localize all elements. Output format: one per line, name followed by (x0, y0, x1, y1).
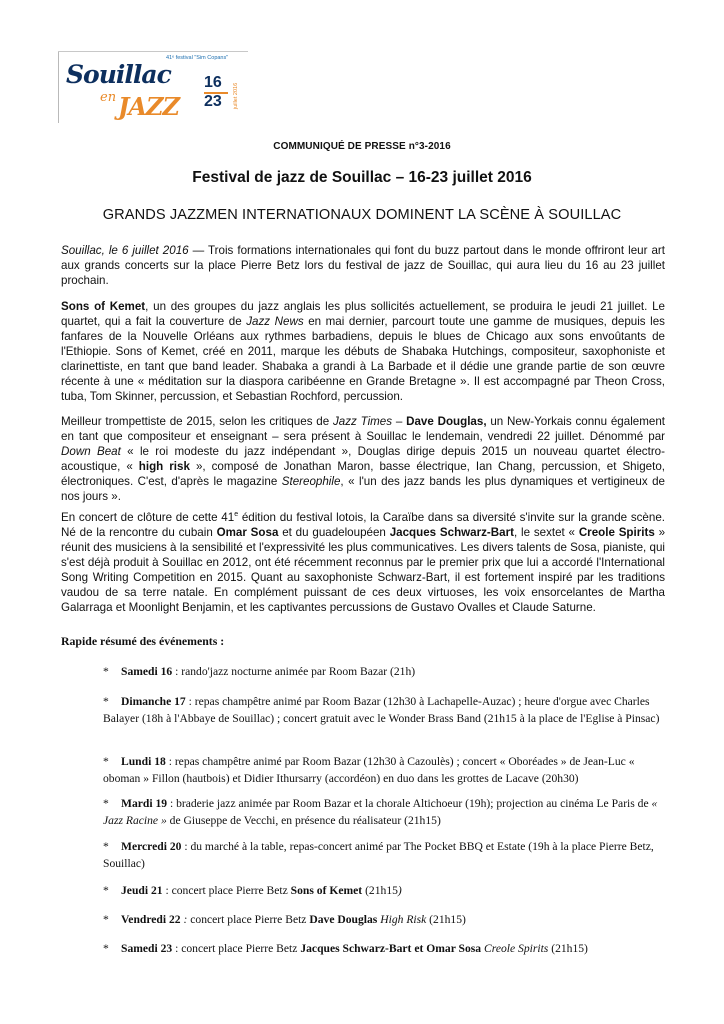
logo-top-rule (58, 51, 248, 52)
paragraph-text: , un des groupes du jazz anglais les plus sollicités actuellement, se produira le jeudi 21 juillet. Le quartet, qui a fait la couverture de (61, 300, 665, 328)
ordinal-suffix: e (234, 511, 239, 519)
artist-name: Jacques Schwarz-Bart (389, 526, 514, 539)
event-artist: Sons of Kemet (290, 884, 363, 897)
event-text: : concert place Pierre Betz (172, 942, 301, 955)
paragraph-text: , le sextet « (513, 526, 579, 539)
event-day: Vendredi 22 (121, 913, 181, 926)
event-day: Dimanche 17 (121, 695, 186, 708)
dave-douglas-paragraph (61, 414, 665, 504)
event-text: (21h15) (548, 942, 588, 955)
event-item (103, 838, 665, 872)
sons-of-kemet-paragraph (61, 299, 665, 404)
logo-word-mid: en (100, 90, 117, 105)
logo-wordmark (60, 57, 200, 121)
paragraph-text: – (392, 415, 407, 428)
bullet: * (103, 913, 109, 926)
paragraph-text: un New-Yorkais connu également en tant que compositeur et enseignant – sera présent à Souillac le lendemain, vendredi 22 juillet. Dénommé par (61, 415, 665, 443)
communique-number: COMMUNIQUÉ DE PRESSE n°3-2016 (273, 141, 451, 152)
event-text: : du marché à la table, repas-concert animé par The Pocket BBQ et Estate (19h à la place Pierre Betz, Souillac) (103, 840, 654, 870)
page-title: Festival de jazz de Souillac – 16-23 juillet 2016 (192, 169, 532, 186)
paragraph-text: édition du festival lotois, la Caraïbe dans sa diversité s'invite sur la grande scène. Né de la rencontre du cubain (61, 511, 665, 539)
bullet: * (103, 755, 109, 768)
event-day: Lundi 18 (121, 755, 166, 768)
event-item (103, 940, 665, 957)
paragraph-text: , « l'un des jazz bands les plus dynamiques et vertigineux de nos jours ». (61, 475, 665, 503)
paragraph-text: et du guadeloupéen (278, 526, 390, 539)
logo-festival-line: 41ᵉ festival "Sim Copans" (166, 55, 229, 61)
event-text: : repas champêtre animé par Room Bazar (12h30 à Lachapelle-Auzac) ; heure d'orgue avec Charles Balayer (18h à l'Abbaye de Souillac) ; concert gratuit avec le Wonder Brass Band (21h15 à la place de l'Eglise à Pinsac) (103, 695, 660, 725)
festival-logo (58, 51, 248, 123)
dateline: Souillac, le 6 juillet 2016 (61, 244, 189, 257)
project-name: Creole Spirits (578, 526, 655, 539)
paragraph-text: Meilleur trompettiste de 2015, selon les critiques de (61, 415, 333, 428)
magazine-name: Down Beat (61, 445, 121, 458)
artist-name: Dave Douglas, (406, 415, 487, 428)
logo-month-year (232, 77, 240, 115)
event-text: : braderie jazz animée par Room Bazar et la chorale Altichoeur (19h); projection au cinéma Le Paris de (167, 797, 652, 810)
page-subtitle: GRANDS JAZZMEN INTERNATIONAUX DOMINENT LA SCÈNE À SOUILLAC (102, 207, 622, 223)
logo-date-start: 16 (204, 74, 222, 91)
event-text: : repas champêtre animé par Room Bazar (12h30 à Cazoulès) ; concert « Oboréades » de Jean-Luc « oboman » Fillon (hautbois) et Didier Ithursarry (accordéon) en duo dans les grottes de Lacave (20h30) (103, 755, 635, 785)
intro-text: — Trois formations internationales qui font du buzz partout dans le monde offriront leur art aux grands concerts sur la place Pierre Betz lors du festival de jazz de Souillac, qui aura lieu du 16 au 23 juillet prochain. (61, 244, 666, 287)
event-artist: Jacques Schwarz-Bart et Omar Sosa (300, 942, 482, 955)
logo-left-rule (58, 51, 59, 123)
paragraph-text: en mai dernier, parcourt toute une gamme de musiques, depuis les fanfares de la Nouvelle Orléans aux rythmes barbadiens, depuis le blues de Chicago aux sons envoûtants de l'Ethiopie. Sons of Kemet, créé en 2011, marque les débuts de Shabaka Hutchings, compositeur, saxophoniste et clarinettiste, en tant que band leader. Shabaka a grandi à La Barbade et il dédie une grande partie de son œuvre récente à une « méditation sur la diaspora caribéenne en Grande Bretagne ». Il est accompagné par Theon Cross, tuba, Tom Skinner, percussion, et Sebastian Rochford, percussion. (61, 315, 665, 403)
intro-paragraph (61, 243, 665, 288)
event-day: Jeudi 21 (121, 884, 163, 897)
magazine-name: Stereophile (281, 475, 341, 488)
event-text: : concert place Pierre Betz (162, 884, 291, 897)
bullet: * (103, 695, 109, 708)
bullet: * (103, 797, 109, 810)
event-item (103, 753, 665, 787)
event-day: Samedi 23 (121, 942, 173, 955)
event-project: Creole Spirits (484, 942, 549, 955)
bullet: * (103, 942, 109, 955)
event-item (103, 882, 665, 899)
film-title: « Jazz Racine » (103, 797, 658, 827)
event-item (103, 795, 665, 829)
magazine-name: Jazz News (246, 315, 304, 328)
event-text: de Giuseppe de Vecchi, en présence du réalisateur (21h15) (166, 814, 441, 827)
event-item (103, 663, 665, 680)
paragraph-text: » réunit des musiciens à la sensibilité et l'expressivité les plus communicatives. Les divers talents de Sosa, pianiste, qui s'est déjà produit à Souillac en 2012, ont été récemment reconnus par le premier prix que lui a accordé l'International Song Writing Competition en 2015. Quant au saxophoniste Schwarz-Bart, il est fortement inspiré par les traditions vaudou de sa terre natale. En complément puissant de ces deux virtuoses, les voix ensorcelantes de Martha Galarraga et Moonlight Benjamin, et les captivantes percussions de Gustavo Ovalles et Claude Saturne. (61, 526, 666, 614)
logo-word-top: Souillac (66, 60, 171, 89)
bullet: * (103, 665, 109, 678)
bullet: * (103, 840, 109, 853)
event-project: High Risk (380, 913, 427, 926)
event-text: (21h15) (426, 913, 466, 926)
band-name: Sons of Kemet (61, 300, 146, 313)
event-text: : (180, 913, 191, 926)
event-item (103, 693, 665, 727)
event-day: Mardi 19 (121, 797, 168, 810)
event-text: ) (397, 884, 402, 897)
event-day: Samedi 16 (121, 665, 173, 678)
logo-word-bottom: JAZZ (118, 92, 180, 121)
event-artist: Dave Douglas (309, 913, 378, 926)
logo-month-year-text: juillet 2016 (233, 82, 240, 110)
event-day: Mercredi 20 (121, 840, 182, 853)
bullet: * (103, 884, 109, 897)
closing-concert-paragraph (61, 510, 665, 615)
paragraph-text: En concert de clôture de cette 41 (61, 511, 235, 524)
schedule-heading: Rapide résumé des événements : (61, 634, 225, 648)
paragraph-text: », composé de Jonathan Maron, basse électrique, Ian Chang, percussion, et Shigeto, électroniques. C'est, d'après le magazine (61, 460, 665, 488)
paragraph-text: « le roi modeste du jazz indépendant », Douglas dirige depuis 2015 un nouveau quartet électro-acoustique, « (61, 445, 665, 473)
event-text: concert place Pierre Betz (190, 913, 310, 926)
project-name: high risk (138, 460, 190, 473)
logo-dates (204, 73, 244, 119)
event-text: : rando'jazz nocturne animée par Room Bazar (21h) (172, 665, 416, 678)
event-item (103, 911, 665, 928)
artist-name: Omar Sosa (216, 526, 279, 539)
magazine-name: Jazz Times (332, 415, 393, 428)
event-text: (21h15 (362, 884, 398, 897)
logo-date-end: 23 (204, 93, 222, 110)
